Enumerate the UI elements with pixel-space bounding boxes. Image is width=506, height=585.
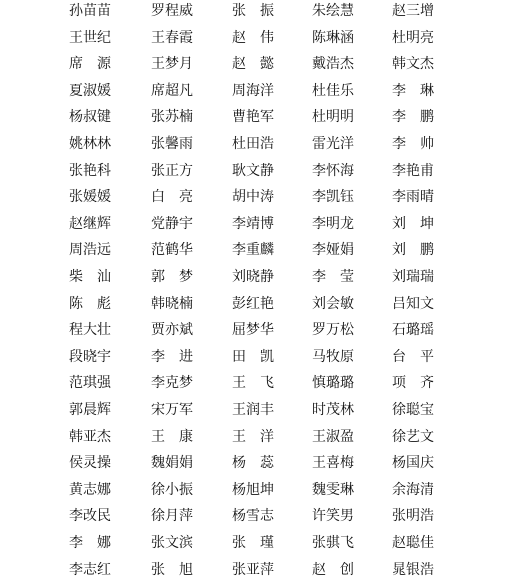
name-cell: 周浩远 <box>69 242 111 259</box>
name-cell: 张 旭 <box>151 561 193 578</box>
name-cell: 杨叔键 <box>69 109 111 126</box>
name-cell: 罗程威 <box>151 3 193 19</box>
name-cell: 张正方 <box>151 162 193 179</box>
name-cell: 马牧原 <box>312 348 354 365</box>
name-row <box>0 477 506 503</box>
name-cell: 王润丰 <box>232 402 274 418</box>
name-cell: 李 娜 <box>69 535 111 551</box>
name-row <box>0 317 506 343</box>
name-cell: 李怀海 <box>312 162 354 179</box>
name-row <box>0 530 506 556</box>
name-cell: 田 凯 <box>232 348 274 365</box>
name-cell: 罗万松 <box>312 322 354 339</box>
name-cell: 张 振 <box>232 3 274 19</box>
name-cell: 孙苗苗 <box>69 3 111 19</box>
name-row <box>0 78 506 104</box>
name-cell: 李艳甫 <box>392 162 434 179</box>
name-row <box>0 25 506 51</box>
name-cell: 胡中涛 <box>232 189 274 206</box>
name-cell: 郭晨辉 <box>69 402 111 418</box>
name-row <box>0 370 506 396</box>
name-cell: 韩文杰 <box>392 56 434 73</box>
name-cell: 杨旭坤 <box>232 481 274 498</box>
name-cell: 陈琳涵 <box>312 29 354 46</box>
name-row <box>0 184 506 210</box>
name-cell: 屈梦华 <box>232 322 274 339</box>
name-row <box>0 557 506 583</box>
name-cell: 白 亮 <box>151 189 193 206</box>
name-cell: 王春霞 <box>151 29 193 46</box>
name-cell: 张媛媛 <box>69 189 111 206</box>
name-row <box>0 264 506 290</box>
name-cell: 张明浩 <box>392 508 434 525</box>
name-cell: 张亚萍 <box>232 561 274 578</box>
name-cell: 徐月萍 <box>151 508 193 525</box>
name-cell: 张艳科 <box>69 162 111 179</box>
name-cell: 李雨晴 <box>392 189 434 206</box>
name-cell: 项 齐 <box>392 375 434 392</box>
name-row <box>0 131 506 157</box>
name-cell: 刘 坤 <box>392 215 434 232</box>
name-cell: 余海清 <box>392 481 434 498</box>
name-cell: 赵三增 <box>392 3 434 19</box>
name-cell: 李靖博 <box>232 215 274 232</box>
name-cell: 朱绘慧 <box>312 3 354 19</box>
name-row <box>0 237 506 263</box>
name-cell: 赵 懿 <box>232 56 274 73</box>
name-row <box>0 503 506 529</box>
name-cell: 徐艺文 <box>392 428 434 445</box>
name-cell: 席超凡 <box>151 82 193 99</box>
name-cell: 范琪强 <box>69 375 111 392</box>
name-cell: 雷光洋 <box>312 136 354 152</box>
name-cell: 赵继辉 <box>69 215 111 232</box>
name-cell: 侯灵操 <box>69 455 111 472</box>
name-cell: 姚林林 <box>69 136 111 152</box>
name-cell: 韩晓楠 <box>151 295 193 312</box>
name-cell: 王梦月 <box>151 56 193 73</box>
name-cell: 吕知文 <box>392 295 434 312</box>
name-cell: 刘晓静 <box>232 269 274 285</box>
name-cell: 韩亚杰 <box>69 428 111 445</box>
name-cell: 李娅娟 <box>312 242 354 259</box>
name-cell: 贾亦斌 <box>151 322 193 339</box>
name-cell: 张苏楠 <box>151 109 193 126</box>
name-cell: 王喜梅 <box>312 455 354 472</box>
name-cell: 李明龙 <box>312 215 354 232</box>
name-cell: 曹艳军 <box>232 109 274 126</box>
name-cell: 石璐瑶 <box>392 322 434 339</box>
name-cell: 周海洋 <box>232 82 274 99</box>
name-cell: 张馨雨 <box>151 136 193 152</box>
name-cell: 魏雯琳 <box>312 481 354 498</box>
name-cell: 宋万军 <box>151 402 193 418</box>
name-cell: 李凯钰 <box>312 189 354 206</box>
name-cell: 耿文静 <box>232 162 274 179</box>
name-cell: 晁银浩 <box>392 561 434 578</box>
name-cell: 刘会敏 <box>312 295 354 312</box>
name-cell: 刘瑞瑞 <box>392 269 434 285</box>
name-row <box>0 291 506 317</box>
name-cell: 段晓宇 <box>69 348 111 365</box>
name-row <box>0 397 506 423</box>
name-cell: 王 洋 <box>232 428 274 445</box>
name-cell: 范鹤华 <box>151 242 193 259</box>
name-cell: 李志红 <box>69 561 111 578</box>
name-row <box>0 104 506 130</box>
name-cell: 时茂林 <box>312 402 354 418</box>
name-cell: 杜明明 <box>312 109 354 126</box>
name-cell: 台 平 <box>392 348 434 365</box>
name-cell: 王淑盈 <box>312 428 354 445</box>
name-row <box>0 0 506 24</box>
name-cell: 席 源 <box>69 56 111 73</box>
name-cell: 王世纪 <box>69 29 111 46</box>
name-cell: 赵 伟 <box>232 29 274 46</box>
name-cell: 杨雪志 <box>232 508 274 525</box>
name-cell: 张文滨 <box>151 535 193 551</box>
name-row <box>0 51 506 77</box>
name-cell: 王 康 <box>151 428 193 445</box>
name-cell: 李 莹 <box>312 269 354 285</box>
name-cell: 杜田浩 <box>232 136 274 152</box>
name-row <box>0 211 506 237</box>
name-cell: 夏淑媛 <box>69 82 111 99</box>
name-cell: 李克梦 <box>151 375 193 392</box>
name-cell: 赵聪佳 <box>392 535 434 551</box>
name-row <box>0 424 506 450</box>
name-cell: 郭 梦 <box>151 269 193 285</box>
name-cell: 李 鹏 <box>392 109 434 126</box>
name-cell: 李改民 <box>69 508 111 525</box>
name-cell: 杜佳乐 <box>312 82 354 99</box>
name-cell: 陈 彪 <box>69 295 111 312</box>
name-cell: 李 帅 <box>392 136 434 152</box>
name-cell: 王 飞 <box>232 375 274 392</box>
name-cell: 彭红艳 <box>232 295 274 312</box>
name-cell: 杜明亮 <box>392 29 434 46</box>
name-cell: 李重麟 <box>232 242 274 259</box>
name-cell: 刘 鹏 <box>392 242 434 259</box>
name-row <box>0 344 506 370</box>
name-cell: 杨 蕊 <box>232 455 274 472</box>
name-cell: 柴 汕 <box>69 269 111 285</box>
name-row <box>0 158 506 184</box>
name-cell: 许笑男 <box>312 508 354 525</box>
name-cell: 程大壮 <box>69 322 111 339</box>
name-cell: 赵 创 <box>312 561 354 578</box>
name-cell: 戴浩杰 <box>312 56 354 73</box>
name-cell: 李 琳 <box>392 82 434 99</box>
name-cell: 徐小振 <box>151 481 193 498</box>
name-cell: 黄志娜 <box>69 481 111 498</box>
name-cell: 李 进 <box>151 348 193 365</box>
name-cell: 杨国庆 <box>392 455 434 472</box>
name-cell: 张 瑾 <box>232 535 274 551</box>
name-cell: 党静宇 <box>151 215 193 232</box>
name-row <box>0 450 506 476</box>
name-cell: 张骐飞 <box>312 535 354 551</box>
name-cell: 慎璐璐 <box>312 375 354 392</box>
name-cell: 魏娟娟 <box>151 455 193 472</box>
name-cell: 徐聪宝 <box>392 402 434 418</box>
